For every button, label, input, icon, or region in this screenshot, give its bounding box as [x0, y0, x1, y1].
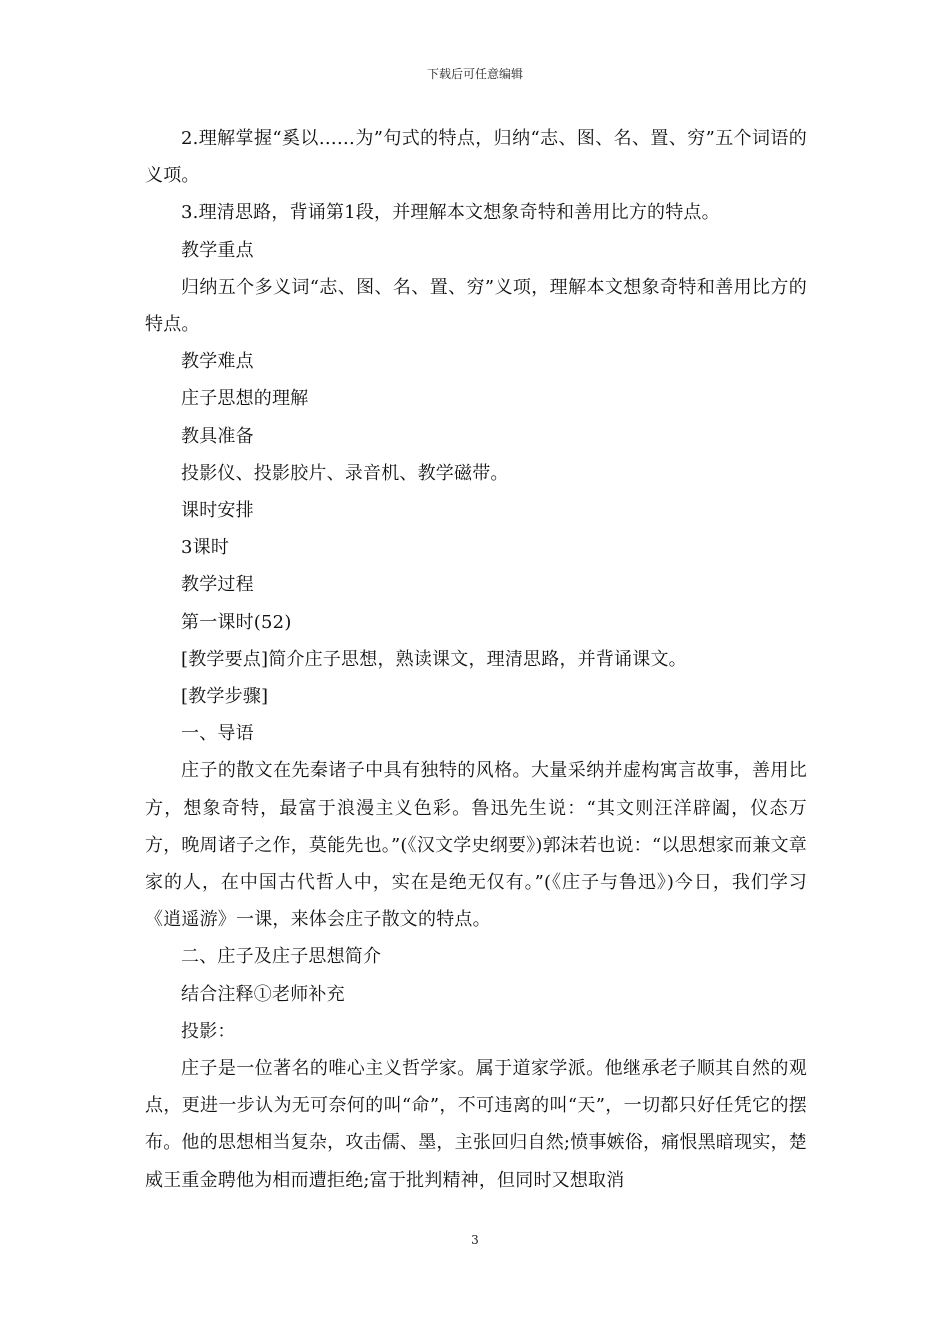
heading-first-lesson: 第一课时(52) — [181, 611, 292, 633]
document-body — [145, 120, 807, 1199]
heading-introduction: 一、导语 — [181, 723, 254, 745]
heading-teaching-aids: 教具准备 — [181, 425, 254, 447]
heading-teaching-steps: [教学步骤] — [181, 686, 269, 708]
heading-teaching-focus: 教学重点 — [181, 239, 254, 261]
heading-schedule: 课时安排 — [181, 500, 254, 522]
page-number: 3 — [471, 1233, 479, 1247]
paragraph-objective-3: 3.理清思路，背诵第1段，并理解本文想象奇特和善用比方的特点。 — [181, 202, 720, 224]
paragraph-introduction: 庄子的散文在先秦诸子中具有独特的风格。大量采纳并虚构寓言故事，善用比方，想象奇特，最富于浪漫主义色彩。鲁迅先生说：“其文则汪洋辟阖，仪态万方，晚周诸子之作，莫能先也。”(《汉文学史纲要》)郭沫若也说：“以思想家而兼文章家的人，在中国古代哲人中，实在是绝无仅有。”(《庄子与鲁迅》)今日，我们学习《逍遥游》一课，来体会庄子散文的特点。 — [145, 760, 807, 931]
paragraph-objective-2: 2.理解掌握“奚以……为”句式的特点，归纳“志、图、名、置、穷”五个词语的义项。 — [145, 128, 807, 187]
paragraph-projection-label: 投影： — [181, 1020, 236, 1042]
paragraph-notes: 结合注释①老师补充 — [181, 983, 345, 1005]
paragraph-key-points: [教学要点]简介庄子思想，熟读课文，理清思路，并背诵课文。 — [181, 648, 687, 670]
paragraph-zhuangzi-thought: 庄子是一位著名的唯心主义哲学家。属于道家学派。他继承老子顺其自然的观点，更进一步认为无可奈何的叫“命”，不可违离的叫“天”，一切都只好任凭它的摆布。他的思想相当复杂，攻击儒、墨，主张回归自然;愤事嫉俗，痛恨黑暗现实，楚威王重金聘他为相而遭拒绝;富于批判精神，但同时又想取消 — [145, 1058, 807, 1191]
paragraph-teaching-difficulty: 庄子思想的理解 — [181, 388, 309, 410]
heading-zhuangzi-intro: 二、庄子及庄子思想简介 — [181, 946, 382, 968]
paragraph-teaching-focus: 归纳五个多义词“志、图、名、置、穷”义项，理解本文想象奇特和善用比方的特点。 — [145, 276, 807, 336]
heading-teaching-difficulty: 教学难点 — [181, 351, 254, 373]
paragraph-schedule: 3课时 — [181, 537, 230, 559]
heading-teaching-process: 教学过程 — [181, 574, 254, 596]
paragraph-teaching-aids: 投影仪、投影胶片、录音机、教学磁带。 — [181, 462, 509, 484]
page-header: 下载后可任意编辑 — [426, 67, 523, 81]
